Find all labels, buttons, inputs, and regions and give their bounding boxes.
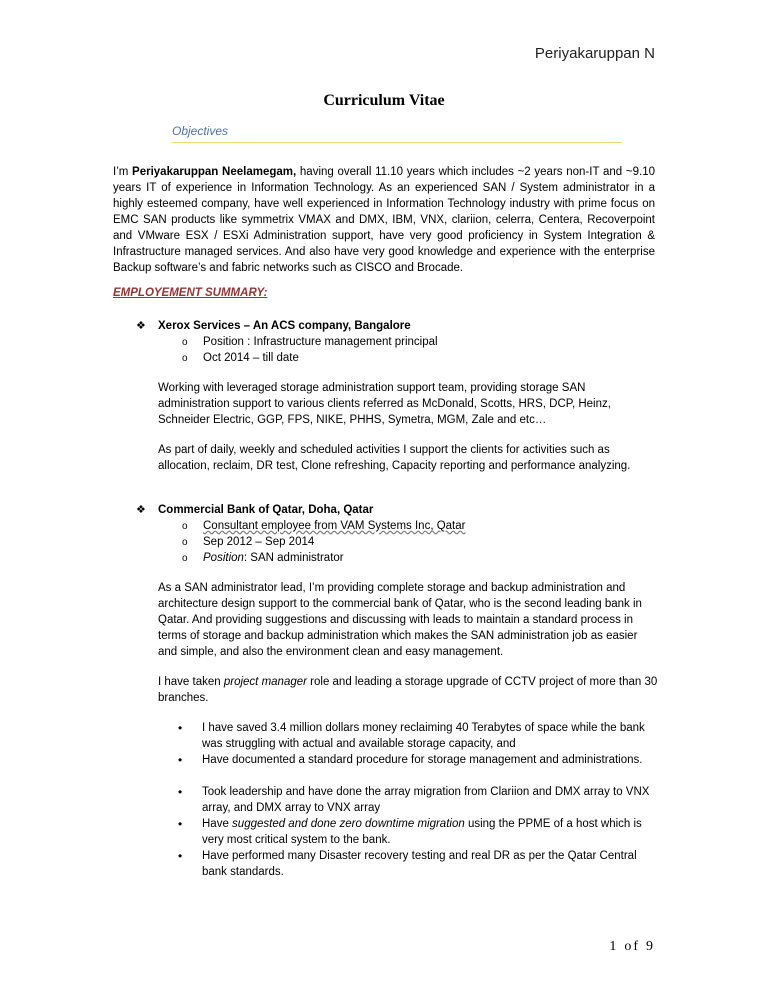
circle-bullet-icon: o xyxy=(182,521,188,532)
page-of: of xyxy=(624,939,640,954)
page-number xyxy=(603,939,655,955)
document-title: Curriculum Vitae xyxy=(323,92,445,109)
pm-pre: I have taken xyxy=(158,676,224,688)
job-detail: Position : Infrastructure management principal xyxy=(203,336,438,348)
bullet-icon: • xyxy=(178,785,183,799)
achievement-bullet: Have performed many Disaster recovery testing and real DR as per the Qatar Central bank standards. xyxy=(202,850,637,878)
circle-bullet-icon: o xyxy=(182,537,188,548)
achievement-bullet: Took leadership and have done the array migration from Clariion and DMX array to VNX array, and DMX array to VNX array xyxy=(202,786,650,814)
header-name: Periyakaruppan N xyxy=(534,45,655,62)
page-total: 9 xyxy=(646,939,655,954)
page-current: 1 xyxy=(609,939,619,954)
job-detail: Consultant employee from VAM Systems Inc, Qatar xyxy=(203,520,466,532)
intro-pre: I’m xyxy=(113,166,133,178)
achievement-bullet: Have documented a standard procedure for storage management and administrations. xyxy=(202,754,643,766)
bullet-icon: • xyxy=(178,849,183,863)
bullet-icon: • xyxy=(178,753,183,767)
achievement-bullet: I have saved 3.4 million dollars money reclaiming 40 Terabytes of space while the bank was struggling with actual and available storage capacity, and xyxy=(202,722,645,750)
project-manager-paragraph xyxy=(158,674,658,706)
b4-post: using the PPME of a host which is very most critical system to the bank. xyxy=(202,818,642,846)
position-label: Position xyxy=(203,552,244,564)
position-value: : SAN administrator xyxy=(243,552,344,564)
employment-heading: EMPLOYEMENT SUMMARY: xyxy=(113,287,268,299)
job-title: Xerox Services – An ACS company, Bangalore xyxy=(158,320,411,332)
job-detail: Oct 2014 – till date xyxy=(203,352,299,364)
bullet-icon: • xyxy=(178,817,183,831)
pm-italic: project manager xyxy=(223,676,307,688)
job-paragraph: As a SAN administrator lead, I’m providing complete storage and backup administration and architecture design support to the commercial bank of Qatar, who is the second leading bank in Qatar. And providing suggestions and discussing with leads to maintain a standard process in terms of storage and backup administration which makes the SAN administration job as easier and simple, and also the environment clean and easy management. xyxy=(158,582,642,658)
bullet-icon: • xyxy=(178,721,183,735)
job-paragraph: Working with leveraged storage administration support team, providing storage SAN administration support to various clients referred as McDonald, Scotts, HRS, DCP, Heinz, Schneider Electric, GGP, FPS, NIKE, PHHS, Symetra, MGM, Zale and etc… xyxy=(158,382,611,426)
intro-name: Periyakaruppan Neelamegam, xyxy=(132,166,297,178)
achievement-bullet xyxy=(202,816,657,848)
intro-text: having overall 11.10 years which includes ~2 years non-IT and ~9.10 years IT of experience in Information Technology. As an experienced SAN / System administrator in a highly esteemed company, have well experienced in Information Technology industry with prime focus on EMC SAN products like symmetrix VMAX and DMX, IBM, VNX, clariion, celerra, Centera, Recoverpoint and VMware ESX / ESXi Administration support, have very good proficiency in System Integration & Infrastructure managed services. And also have very good knowledge and experience with the enterprise Backup software’s and fabric networks such as CISCO and Brocade. xyxy=(113,166,655,274)
objectives-label: Objectives xyxy=(172,124,229,138)
b4-italic: suggested and done zero downtime migration xyxy=(232,818,465,830)
objectives-rule xyxy=(172,142,622,143)
job-paragraph: As part of daily, weekly and scheduled activities I support the clients for activities such as allocation, reclaim, DR test, Clone refreshing, Capacity reporting and performance analyzing. xyxy=(158,444,631,472)
circle-bullet-icon: o xyxy=(182,353,188,364)
job-detail: Sep 2012 – Sep 2014 xyxy=(203,536,315,548)
diamond-bullet-icon: ❖ xyxy=(136,320,146,332)
job-title: Commercial Bank of Qatar, Doha, Qatar xyxy=(158,504,374,516)
circle-bullet-icon: o xyxy=(182,553,188,564)
intro-paragraph xyxy=(113,164,655,276)
job-position xyxy=(203,550,344,566)
b4-pre: Have xyxy=(202,818,233,830)
circle-bullet-icon: o xyxy=(182,337,188,348)
pm-post: role and leading a storage upgrade of CCTV project of more than 30 branches. xyxy=(158,676,658,704)
diamond-bullet-icon: ❖ xyxy=(136,504,146,516)
